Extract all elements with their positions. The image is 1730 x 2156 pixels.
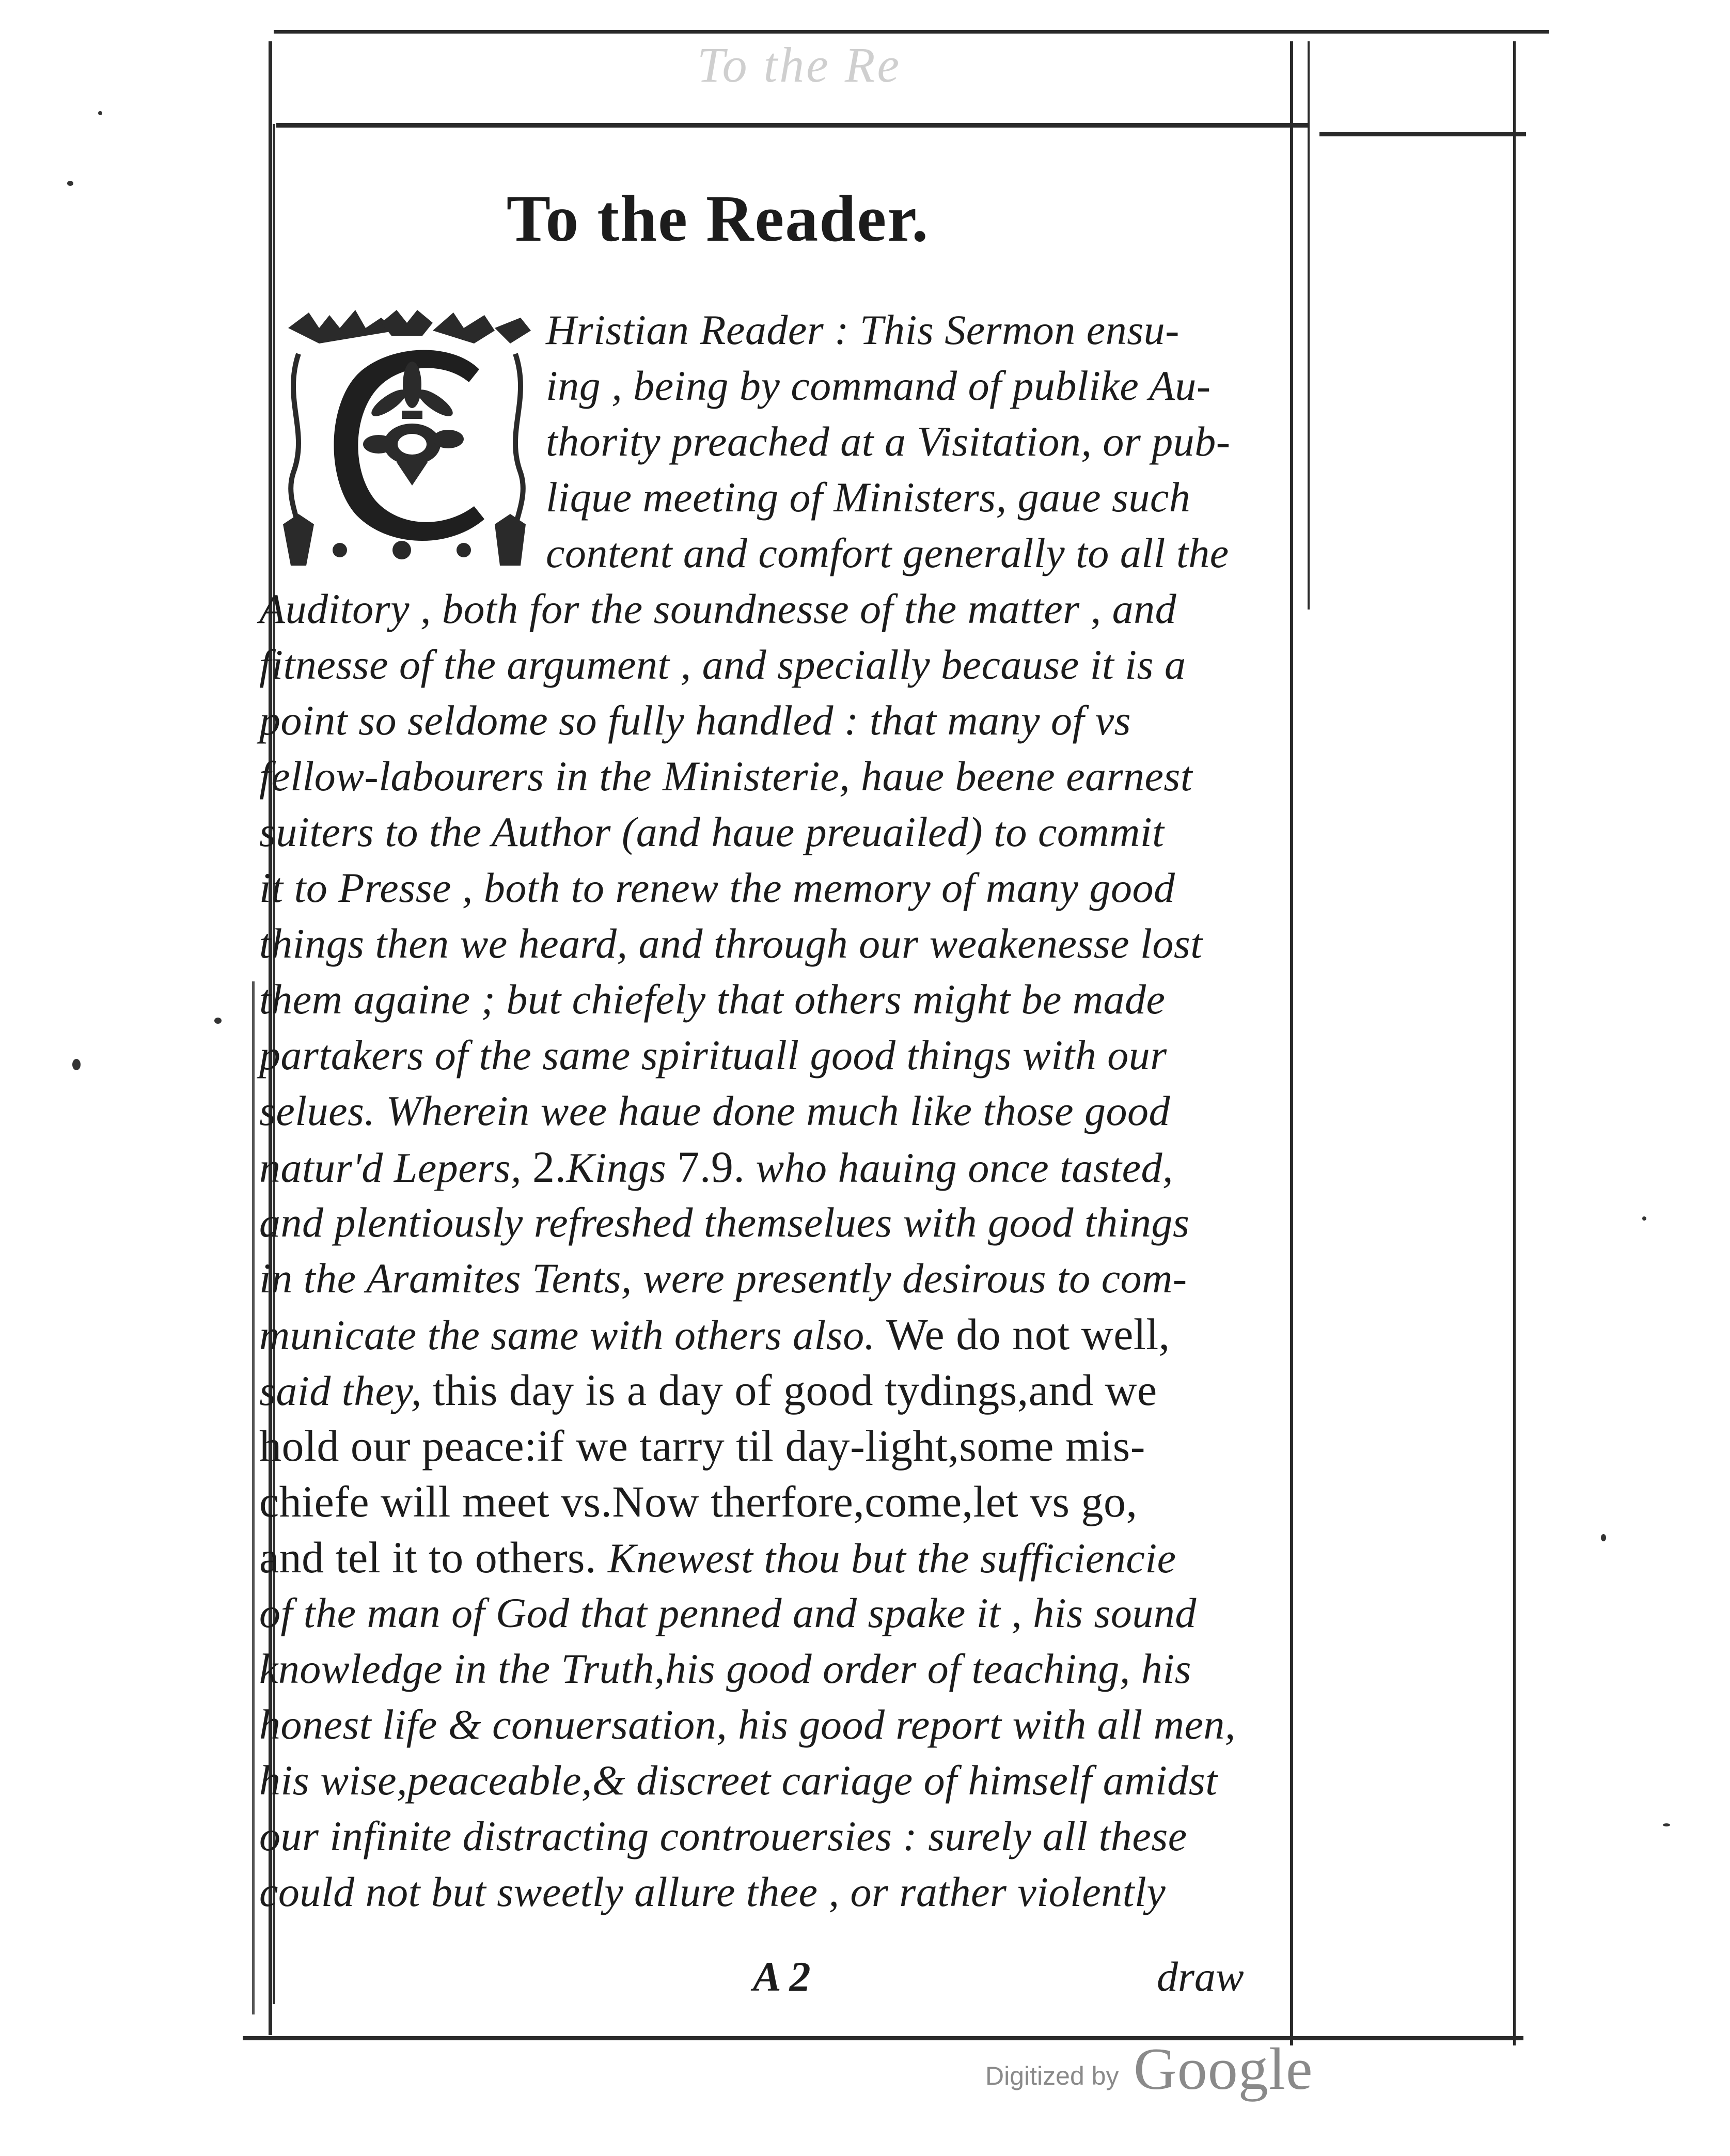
text-segment: his wise,peaceable,& discreet cariage of himself amidst [259, 1757, 1218, 1804]
text-segment: thority preached at a Visitation, or pub- [546, 418, 1231, 465]
text-line [259, 1362, 1157, 1419]
text-segment: Hristian Reader : This Sermon ensu- [546, 306, 1179, 353]
text-segment: Knewest thou but the sufficiencie [607, 1535, 1176, 1582]
header-rule [276, 123, 1309, 128]
text-line [259, 1864, 1166, 1920]
text-line [259, 1251, 1187, 1306]
text-segment: this day is a day of good tydings,and we [432, 1365, 1157, 1415]
running-head-bleed-through: To the Re [697, 37, 902, 92]
ink-speck [1642, 1216, 1646, 1221]
top-frame-rule [274, 30, 1549, 34]
text-segment: point so seldome so fully handled : that many of vs [259, 697, 1131, 744]
text-segment: partakers of the same spirituall good things with our [259, 1032, 1167, 1079]
ink-speck [98, 111, 102, 115]
text-segment: 2. [532, 1142, 567, 1192]
text-segment: knowledge in the Truth,his good order of teaching, his [259, 1645, 1192, 1692]
text-line [259, 693, 1131, 748]
text-line [259, 1139, 1173, 1196]
catchword: draw [1157, 1953, 1244, 2000]
text-line [259, 1195, 1189, 1251]
right-frame-rule-secondary [1308, 41, 1310, 610]
text-segment: them againe ; but chiefely that others might be made [259, 976, 1166, 1023]
text-line [259, 1808, 1187, 1864]
ink-speck [214, 1018, 222, 1024]
text-segment: things then we heard, and through our weakenesse lost [259, 920, 1203, 967]
text-line [259, 1641, 1191, 1697]
text-line [259, 804, 1164, 860]
page-title: To the Reader. [506, 182, 930, 255]
text-line [259, 1027, 1167, 1083]
digitized-by-label: Digitized by [985, 2061, 1119, 2090]
text-segment: 7.9. [677, 1142, 745, 1192]
text-line [546, 470, 1190, 525]
text-line [259, 1585, 1197, 1641]
facing-page-edge-rule [1513, 41, 1516, 2045]
text-segment: hold our peace:if we tarry til day-light,some mis- [259, 1421, 1145, 1471]
ink-speck [1663, 1823, 1670, 1826]
text-segment: said they, [259, 1367, 433, 1414]
text-segment: and tel it to others. [259, 1533, 608, 1582]
text-segment: our infinite distracting controuersies : surely all these [259, 1813, 1187, 1860]
text-line [259, 916, 1203, 972]
text-segment: Auditory , both for the soundnesse of the matter , and [259, 585, 1177, 632]
text-line [546, 302, 1179, 358]
facing-page-rule [1319, 132, 1526, 136]
text-line [259, 1529, 1176, 1586]
text-line [259, 1753, 1217, 1808]
text-line [546, 525, 1229, 581]
text-segment: and plentiously refreshed themselues with good things [259, 1199, 1190, 1246]
text-segment: honest life & conuersation, his good report with all men, [259, 1701, 1236, 1748]
bottom-frame-rule [243, 2036, 1523, 2040]
text-segment: in the Aramites Tents, were presently desirous to com- [259, 1255, 1187, 1302]
text-line [259, 1083, 1170, 1139]
text-line [259, 1474, 1137, 1530]
text-line [259, 748, 1192, 804]
text-line [259, 1306, 1170, 1363]
text-segment: selues. Wherein wee haue done much like those good [259, 1087, 1170, 1134]
signature-mark: A 2 [753, 1953, 811, 2000]
text-segment: municate the same with others also. [259, 1311, 886, 1358]
text-segment: fitnesse of the argument , and specially because it is a [259, 641, 1186, 688]
ink-speck [72, 1059, 81, 1070]
text-line [259, 581, 1176, 637]
text-line [546, 414, 1231, 470]
text-segment: fellow-labourers in the Ministerie, haue beene earnest [259, 753, 1193, 800]
ink-speck [67, 181, 73, 186]
text-line [259, 972, 1165, 1027]
text-segment: suiters to the Author (and haue preuailed) to commit [259, 808, 1165, 855]
text-segment: who hauing once tasted, [745, 1144, 1173, 1191]
text-segment: lique meeting of Ministers, gaue such [546, 474, 1191, 521]
text-line [546, 358, 1211, 414]
text-segment: natur'd Lepers, [259, 1144, 532, 1191]
text-line [259, 637, 1186, 693]
google-logo: Google [1134, 2036, 1313, 2102]
right-frame-rule [1290, 41, 1293, 2045]
text-line [259, 860, 1175, 916]
decorated-initial [278, 307, 536, 571]
text-line [259, 1697, 1236, 1753]
ink-speck [1601, 1534, 1606, 1541]
text-segment: Kings [566, 1144, 678, 1191]
text-line [259, 1418, 1145, 1475]
text-segment: ing , being by command of publike Au- [546, 362, 1211, 409]
text-segment: of the man of God that penned and spake it , his sound [259, 1589, 1197, 1636]
text-segment: chiefe will meet vs.Now therfore,come,let vs go, [259, 1477, 1138, 1526]
left-shadow-rule [252, 981, 255, 2014]
text-segment: We do not well, [886, 1309, 1170, 1359]
text-segment: could not but sweetly allure thee , or rather violently [259, 1868, 1166, 1915]
text-segment: it to Presse , both to renew the memory of many good [259, 864, 1175, 911]
text-segment: content and comfort generally to all the [546, 529, 1229, 576]
